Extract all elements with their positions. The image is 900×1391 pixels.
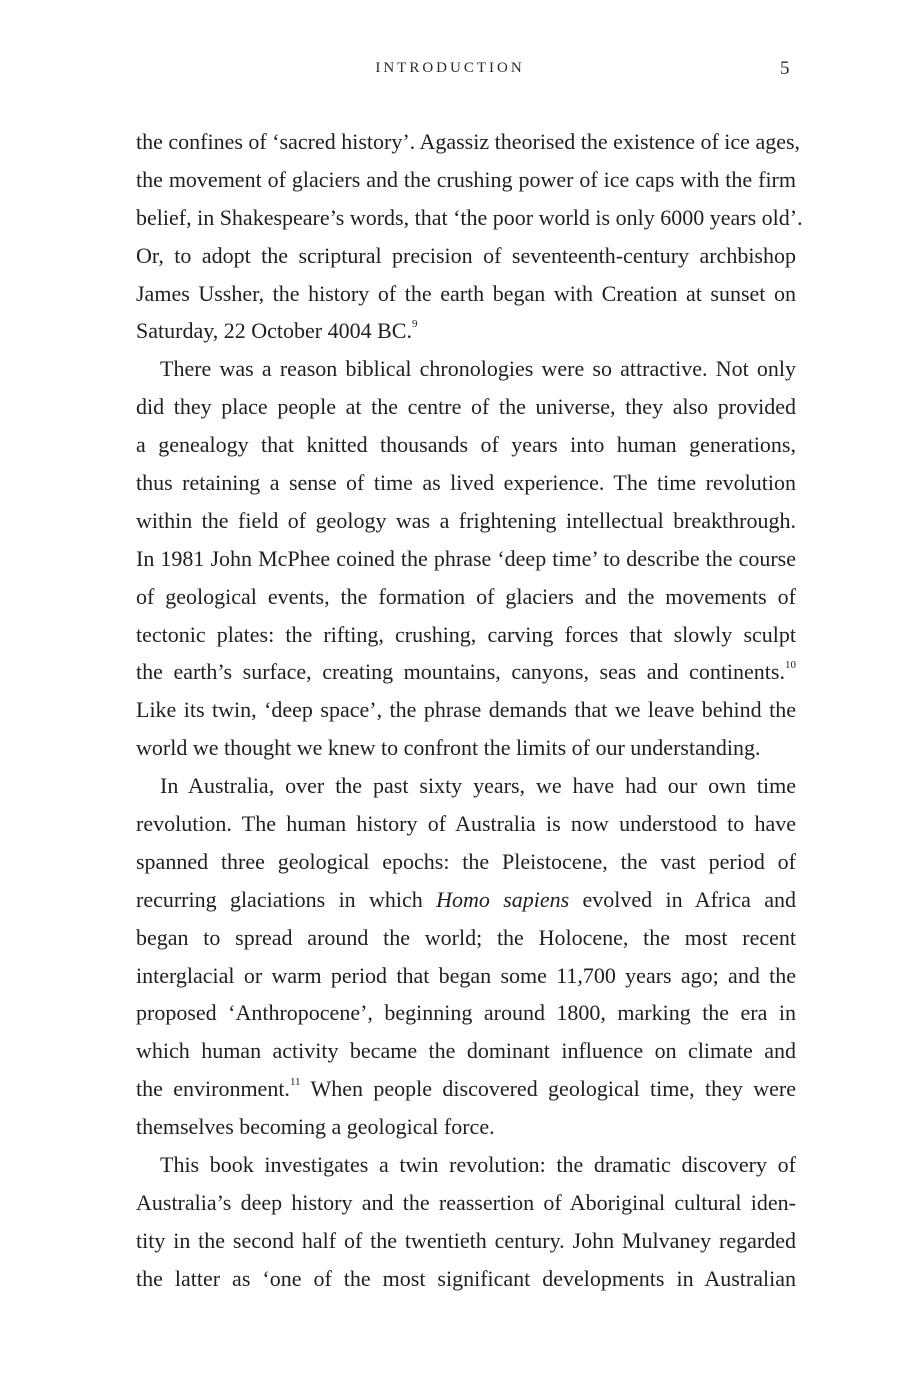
text-segment: the environment. xyxy=(136,1076,290,1102)
text-line: the movement of glaciers and the crushing power of ice caps with the firm xyxy=(136,166,796,192)
text-line: the latter as ‘one of the most significant developments in Australian xyxy=(136,1265,796,1291)
text-line: the confines of ‘sacred history’. Agassiz theorised the existence of ice ages, xyxy=(136,129,801,154)
text-line: revolution. The human history of Australia is now understood to have xyxy=(136,811,796,837)
paragraph xyxy=(136,123,803,350)
text-segment: Saturday, 22 October 4004 BC. xyxy=(136,318,412,344)
paragraph xyxy=(136,1146,796,1298)
text-line: which human activity became the dominant influence on climate and xyxy=(136,1038,796,1064)
footnote-marker: 10 xyxy=(785,659,796,672)
footnote-marker: 9 xyxy=(411,318,418,331)
text-line: spanned three geological epochs: the Pleistocene, the vast period of xyxy=(136,848,796,874)
text-line: themselves becoming a geological force. xyxy=(136,1114,495,1140)
text-line: This book investigates a twin revolution: the dramatic discovery of xyxy=(160,1152,796,1178)
text-segment: the earth’s surface, creating mountains, canyons, seas and continents. xyxy=(136,659,785,685)
text-line: world we thought we knew to confront the limits of our understanding. xyxy=(136,735,761,761)
text-line xyxy=(136,312,796,350)
text-line xyxy=(136,653,796,691)
text-line xyxy=(136,881,796,919)
text-line: Or, to adopt the scriptural precision of seventeenth-century archbishop xyxy=(136,242,796,268)
text-line: In Australia, over the past sixty years, we have had our own time xyxy=(160,773,796,799)
text-line: of geological events, the formation of glaciers and the movements of xyxy=(136,583,796,609)
page-number: 5 xyxy=(780,58,790,79)
paragraph xyxy=(136,767,796,1146)
text-line: Australia’s deep history and the reassertion of Aboriginal cultural iden- xyxy=(136,1189,796,1215)
text-segment: evolved in Africa and xyxy=(569,886,796,912)
text-line: In 1981 John McPhee coined the phrase ‘deep time’ to describe the course xyxy=(136,545,796,571)
running-header xyxy=(0,60,900,82)
paragraph xyxy=(136,350,796,767)
text-line: belief, in Shakespeare’s words, that ‘the poor world is only 6000 years old’. xyxy=(136,204,803,230)
text-line: did they place people at the centre of the universe, they also provided xyxy=(136,394,796,420)
text-segment: When people discovered geological time, they were xyxy=(300,1076,796,1102)
text-segment: recurring glaciations in which xyxy=(136,886,437,912)
text-line: proposed ‘Anthropocene’, beginning around 1800, marking the era in xyxy=(136,1000,796,1026)
text-line: began to spread around the world; the Holocene, the most recent xyxy=(136,924,796,950)
text-line: tectonic plates: the rifting, crushing, carving forces that slowly sculpt xyxy=(136,621,796,647)
text-line: Like its twin, ‘deep space’, the phrase demands that we leave behind the xyxy=(136,697,796,723)
footnote-marker: 11 xyxy=(289,1075,301,1088)
text-line: thus retaining a sense of time as lived experience. The time revolution xyxy=(136,470,796,496)
text-line: tity in the second half of the twentieth century. John Mulvaney regarded xyxy=(136,1227,796,1253)
text-line: a genealogy that knitted thousands of years into human generations, xyxy=(136,432,796,458)
text-line: There was a reason biblical chronologies were so attractive. Not only xyxy=(160,356,796,382)
running-title: INTRODUCTION xyxy=(375,60,525,76)
text-line: James Ussher, the history of the earth began with Creation at sunset on xyxy=(136,280,796,306)
text-line: interglacial or warm period that began some 11,700 years ago; and the xyxy=(136,962,796,988)
text-line: within the field of geology was a frightening intellectual breakthrough. xyxy=(136,507,796,533)
text-line xyxy=(136,1070,796,1108)
body-text xyxy=(136,123,803,1298)
italic-term: Homo sapiens xyxy=(436,886,570,912)
